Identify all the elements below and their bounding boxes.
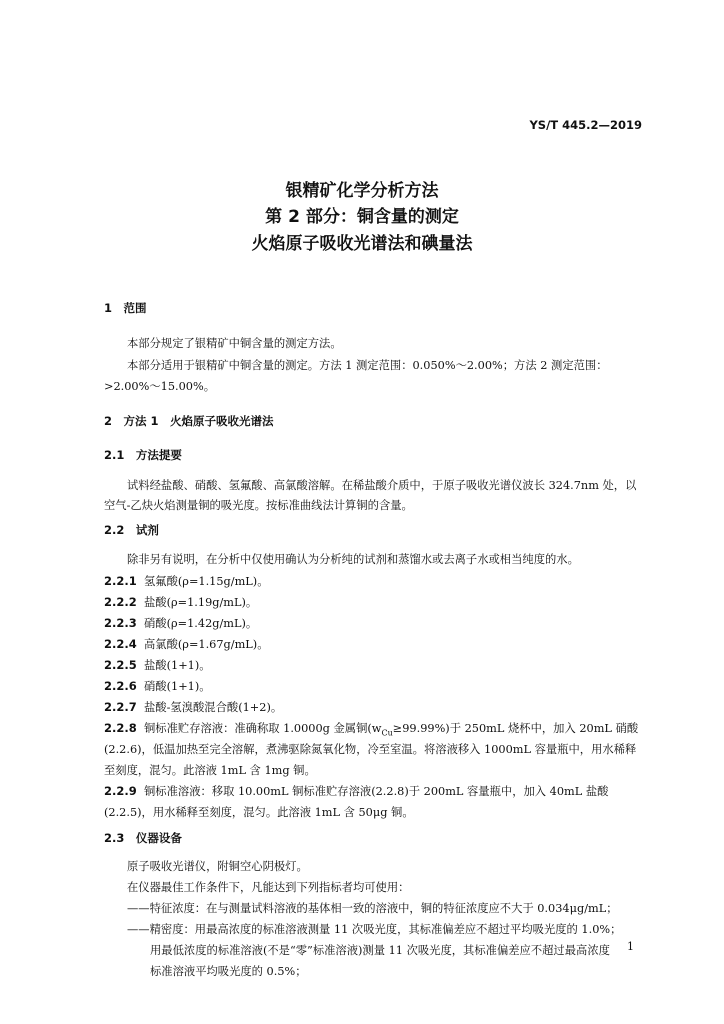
reagent-2-2-9 (104, 783, 608, 799)
reagent-number: 2.2.2 (104, 595, 137, 609)
reagent-text: 氢氟酸(ρ=1.15g/mL)。 (144, 575, 269, 588)
reagent-text: 铜标准溶液：移取 10.00mL 铜标准贮存溶液(2.2.8)于 200mL 容量瓶中，加入 40mL 盐酸 (144, 785, 609, 798)
section-2-2-heading: 2.2 试剂 (104, 523, 159, 537)
section-2-2-intro: 除非另有说明，在分析中仅使用确认为分析纯的试剂和蒸馏水或去离子水或相当纯度的水。 (127, 553, 579, 566)
section-1-paragraph-2-cont: >2.00%～15.00%。 (104, 380, 216, 393)
reagent-item (104, 657, 211, 673)
subscript-cu: Cu (381, 728, 393, 738)
reagent-number: 2.2.7 (104, 700, 137, 714)
reagent-number: 2.2.6 (104, 679, 137, 693)
reagent-number: 2.2.3 (104, 616, 137, 630)
reagent-text: 铜标准贮存溶液：准确称取 1.0000g 金属铜(w (144, 722, 382, 735)
reagent-number: 2.2.8 (104, 721, 137, 735)
bullet-precision: ——精密度：用最高浓度的标准溶液测量 11 次吸光度，其标准偏差应不超过平均吸光度的 1.0%； (127, 923, 622, 936)
bullet-characteristic-concentration: ——特征浓度：在与测量试料溶液的基体相一致的溶液中，铜的特征浓度应不大于 0.034μg/mL； (127, 902, 618, 915)
reagent-text: 盐酸-氢溴酸混合酸(1+2)。 (144, 701, 283, 714)
title-line-3: 火焰原子吸收光谱法和碘量法 (251, 234, 473, 254)
reagent-text: 硝酸(1+1)。 (144, 680, 211, 693)
section-1-heading: 1 范围 (104, 301, 147, 315)
reagent-2-2-8-line-3: 至刻度，混匀。此溶液 1mL 含 1mg 铜。 (104, 764, 316, 777)
reagent-number: 2.2.5 (104, 658, 137, 672)
section-2-1-paragraph: 试料经盐酸、硝酸、氢氟酸、高氯酸溶解。在稀盐酸介质中，于原子吸收光谱仪波长 324.7nm 处，以 (127, 479, 637, 492)
reagent-2-2-8-line-2: (2.2.6)，低温加热至完全溶解，煮沸驱除氮氧化物，冷至室温。将溶液移入 1000mL 容量瓶中，用水稀释 (104, 743, 637, 756)
section-2-3-heading: 2.3 仪器设备 (104, 831, 182, 845)
reagent-item (104, 594, 257, 610)
reagent-number: 2.2.4 (104, 637, 137, 651)
section-2-3-paragraph-2: 在仪器最佳工作条件下，凡能达到下列指标者均可使用： (127, 881, 410, 894)
reagent-item (104, 699, 282, 715)
section-2-heading: 2 方法 1 火焰原子吸收光谱法 (104, 414, 274, 428)
reagent-number: 2.2.9 (104, 784, 137, 798)
reagent-text: 硝酸(ρ=1.42g/mL)。 (144, 617, 258, 630)
reagent-item (104, 636, 269, 652)
reagent-2-2-9-line-2: (2.2.5)，用水稀释至刻度，混匀。此溶液 1mL 含 50μg 铜。 (104, 806, 414, 819)
reagent-text-cont: ≥99.99%)于 250mL 烧杯中，加入 20mL 硝酸 (392, 722, 639, 735)
section-2-3-paragraph-1: 原子吸收光谱仪，附铜空心阴极灯。 (127, 860, 308, 873)
section-2-1-heading: 2.1 方法提要 (104, 448, 182, 462)
reagent-2-2-8 (104, 720, 638, 737)
reagent-item (104, 573, 269, 589)
section-1-paragraph-2: 本部分适用于银精矿中铜含量的测定。方法 1 测定范围：0.050%～2.00%；方法 2 测定范围： (127, 359, 608, 372)
bullet-precision-cont-2: 标准溶液平均吸光度的 0.5%； (150, 965, 307, 978)
title-line-1: 银精矿化学分析方法 (285, 181, 439, 201)
reagent-item (104, 615, 257, 631)
reagent-text: 高氯酸(ρ=1.67g/mL)。 (144, 638, 269, 651)
section-2-1-paragraph-cont: 空气-乙炔火焰测量铜的吸光度。按标准曲线法计算铜的含量。 (104, 499, 413, 512)
standard-number: YS/T 445.2—2019 (529, 118, 642, 132)
title-line-2: 第 2 部分：铜含量的测定 (265, 207, 459, 227)
reagent-item (104, 678, 211, 694)
page-number: 1 (627, 940, 634, 953)
reagent-text: 盐酸(1+1)。 (144, 659, 211, 672)
bullet-precision-cont-1: 用最低浓度的标准溶液(不是“零”标准溶液)测量 11 次吸光度，其标准偏差应不超过最高浓度 (150, 944, 610, 957)
reagent-number: 2.2.1 (104, 574, 137, 588)
reagent-text: 盐酸(ρ=1.19g/mL)。 (144, 596, 258, 609)
section-1-paragraph-1: 本部分规定了银精矿中铜含量的测定方法。 (127, 337, 342, 350)
